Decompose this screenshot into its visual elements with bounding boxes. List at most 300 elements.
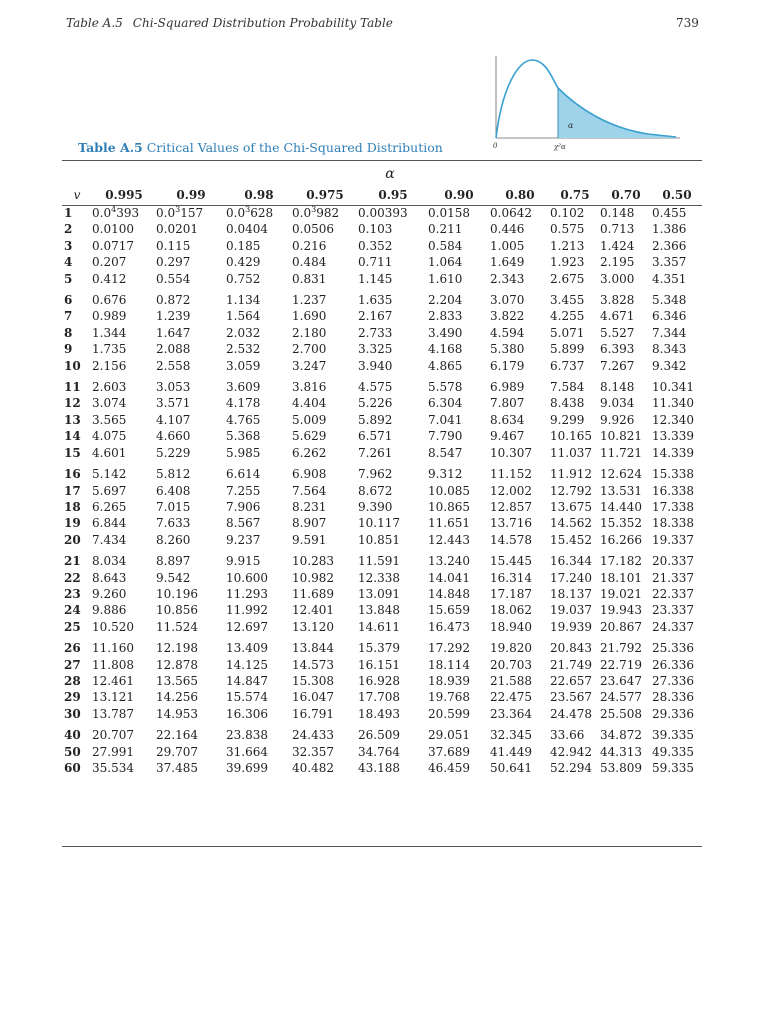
critical-value-cell: 15.308 (292, 673, 334, 688)
critical-value-cell: 7.906 (226, 499, 261, 514)
chi-squared-density-figure (488, 48, 684, 154)
critical-value-cell: 11.912 (550, 467, 592, 482)
critical-value-cell: 13.120 (292, 619, 334, 634)
critical-value-cell: 4.107 (156, 412, 191, 427)
table-row (62, 689, 702, 705)
critical-value-cell: 6.265 (92, 499, 127, 514)
critical-value-cell: 9.312 (428, 467, 463, 482)
critical-value-cell: 13.409 (226, 641, 268, 656)
table-row (62, 358, 702, 374)
critical-value-cell: 2.180 (292, 325, 327, 340)
critical-value-cell: 2.675 (550, 271, 585, 286)
critical-value-cell: 16.791 (292, 706, 334, 721)
critical-value-cell: 37.485 (156, 761, 198, 775)
degrees-of-freedom-cell: 24 (64, 603, 81, 618)
critical-value-cell: 53.809 (600, 761, 642, 775)
critical-value-cell: 3.822 (490, 309, 525, 324)
critical-value-cell: 3.828 (600, 293, 635, 308)
critical-value-cell: 5.226 (358, 396, 393, 411)
critical-value-cell: 0.207 (92, 255, 127, 270)
critical-value-cell: 12.461 (92, 673, 134, 688)
critical-value-cell: 16.266 (600, 532, 642, 547)
critical-value-cell: 17.187 (490, 586, 532, 601)
critical-value-cell: 0.352 (358, 238, 393, 253)
critical-value-cell: 24.337 (652, 619, 694, 634)
critical-value-cell: 7.015 (156, 499, 191, 514)
degrees-of-freedom-cell: 25 (64, 619, 81, 634)
critical-value-cell: 5.229 (156, 445, 191, 460)
alpha-column-header: 0.70 (611, 188, 641, 202)
critical-value-cell: 0.446 (490, 222, 525, 237)
critical-value-cell: 6.614 (226, 467, 261, 482)
critical-value-cell: 4.178 (226, 396, 261, 411)
degrees-of-freedom-cell: 26 (64, 641, 81, 656)
degrees-of-freedom-cell: 10 (64, 358, 81, 373)
critical-value-cell: 17.240 (550, 570, 592, 585)
critical-value-cell: 5.009 (292, 412, 327, 427)
critical-value-cell: 18.114 (428, 657, 470, 672)
critical-value-cell: 3.571 (156, 396, 191, 411)
critical-value-cell: 20.867 (600, 619, 642, 634)
table-row (62, 706, 702, 722)
critical-value-cell: 16.473 (428, 619, 470, 634)
critical-value-cell: 11.992 (226, 603, 268, 618)
critical-value-cell: 13.091 (358, 586, 400, 601)
critical-value-cell: 15.659 (428, 603, 470, 618)
table-header-row (62, 186, 702, 205)
critical-value-cell: 8.643 (92, 570, 127, 585)
critical-value-cell: 6.408 (156, 483, 191, 498)
alpha-column-header: 0.75 (560, 188, 590, 202)
critical-value-base: 0.0 (92, 206, 112, 220)
critical-value-cell: 3.000 (600, 271, 635, 286)
alpha-column-group-header: α (385, 166, 395, 182)
critical-value-cell: 13.121 (92, 690, 134, 705)
critical-value-cell: 2.700 (292, 342, 327, 357)
degrees-of-freedom-cell: 2 (64, 222, 73, 237)
critical-value-cell: 14.041 (428, 570, 470, 585)
critical-value-cell (226, 205, 292, 221)
critical-value-zeros-superscript: 3 (311, 205, 317, 214)
degrees-of-freedom-cell: 3 (64, 238, 73, 253)
critical-value-cell: 0.211 (428, 222, 463, 237)
critical-value-cell: 4.404 (292, 396, 327, 411)
critical-value-cell: 8.672 (358, 483, 393, 498)
critical-value-cell: 0.0158 (428, 206, 470, 220)
critical-value-zeros-superscript: 3 (175, 205, 181, 214)
critical-value-cell: 22.164 (156, 728, 198, 743)
critical-value-cell: 11.340 (652, 396, 694, 411)
critical-value-cell: 3.609 (226, 380, 261, 395)
caption-text: Critical Values of the Chi-Squared Distribution (146, 140, 443, 155)
critical-value-cell: 13.844 (292, 641, 334, 656)
critical-value-cell: 0.676 (92, 293, 127, 308)
critical-value-cell: 3.059 (226, 358, 261, 373)
critical-value-cell: 15.445 (490, 554, 532, 569)
table-row (62, 325, 702, 341)
critical-value-cell: 19.021 (600, 586, 642, 601)
degrees-of-freedom-cell: 19 (64, 516, 81, 531)
critical-value-cell: 32.357 (292, 744, 334, 759)
critical-value-cell: 14.256 (156, 690, 198, 705)
critical-value-cell: 6.844 (92, 516, 127, 531)
critical-value-cell: 12.002 (490, 483, 532, 498)
critical-value-zeros-superscript: 4 (111, 205, 117, 214)
critical-value-cell: 3.490 (428, 325, 463, 340)
critical-value-cell: 11.293 (226, 586, 268, 601)
critical-value-cell: 5.071 (550, 325, 585, 340)
critical-value-cell: 2.343 (490, 271, 525, 286)
critical-value-base: 0.0 (156, 206, 176, 220)
critical-value-cell: 22.657 (550, 673, 592, 688)
table-top-rule (62, 160, 702, 161)
caption-label: Table A.5 (78, 140, 143, 155)
critical-value-cell: 7.267 (600, 358, 635, 373)
critical-value-cell: 6.737 (550, 358, 585, 373)
critical-value-cell: 23.647 (600, 673, 642, 688)
degrees-of-freedom-cell: 15 (64, 445, 81, 460)
critical-value-cell: 42.942 (550, 744, 592, 759)
critical-value-cell: 6.346 (652, 309, 687, 324)
critical-value-cell: 3.074 (92, 396, 127, 411)
critical-value-cell: 13.848 (358, 603, 400, 618)
critical-value-cell: 1.237 (292, 293, 327, 308)
critical-value-cell: 12.857 (490, 499, 532, 514)
alpha-column-header: 0.975 (306, 188, 344, 202)
critical-value-cell: 10.085 (428, 483, 470, 498)
figure-tail-area (558, 88, 676, 138)
critical-value-digits: 393 (116, 206, 140, 220)
critical-value-cell: 0.0506 (292, 222, 334, 237)
critical-value-cell: 19.939 (550, 619, 592, 634)
degrees-of-freedom-cell: 50 (64, 744, 81, 759)
critical-value-cell: 26.509 (358, 728, 400, 743)
critical-value-cell: 12.792 (550, 483, 592, 498)
critical-value-cell: 13.531 (600, 483, 642, 498)
critical-value-cell: 3.565 (92, 412, 127, 427)
critical-value-cell: 0.0201 (156, 222, 198, 237)
critical-value-cell: 17.182 (600, 554, 642, 569)
degrees-of-freedom-cell: 30 (64, 706, 81, 721)
critical-value-cell: 7.041 (428, 412, 463, 427)
table-row (62, 461, 702, 482)
table-row (62, 602, 702, 618)
critical-value-cell: 0.0100 (92, 222, 134, 237)
critical-value-cell: 3.455 (550, 293, 585, 308)
critical-value-cell: 23.567 (550, 690, 592, 705)
chi-squared-table (62, 186, 702, 776)
critical-value-cell: 12.878 (156, 657, 198, 672)
critical-value-cell: 7.790 (428, 429, 463, 444)
critical-value-cell: 0.0717 (92, 238, 134, 253)
critical-value-cell: 14.562 (550, 516, 592, 531)
critical-value-cell: 8.567 (226, 516, 261, 531)
critical-value-cell: 1.239 (156, 309, 191, 324)
critical-value-cell: 39.335 (652, 728, 694, 743)
critical-value-cell: 1.213 (550, 238, 585, 253)
critical-value-cell: 2.204 (428, 293, 463, 308)
critical-value-cell: 14.953 (156, 706, 198, 721)
alpha-column-header: 0.80 (505, 188, 535, 202)
critical-value-cell: 18.493 (358, 706, 400, 721)
critical-value-cell: 8.907 (292, 516, 327, 531)
critical-value-cell: 11.524 (156, 619, 198, 634)
critical-value-cell: 0.484 (292, 255, 327, 270)
critical-value-cell: 2.167 (358, 309, 393, 324)
critical-value-cell: 12.624 (600, 467, 642, 482)
critical-value-digits: 157 (180, 206, 204, 220)
degrees-of-freedom-cell: 1 (64, 206, 73, 220)
critical-value-cell: 8.438 (550, 396, 585, 411)
alpha-column-header: 0.95 (378, 188, 408, 202)
alpha-column-header: 0.99 (176, 188, 206, 202)
table-row (62, 445, 702, 461)
critical-value-cell: 5.348 (652, 293, 687, 308)
critical-value-cell: 4.575 (358, 380, 393, 395)
critical-value-base: 0.0 (292, 206, 312, 220)
table-row (62, 287, 702, 308)
critical-value-cell: 34.872 (600, 728, 642, 743)
degrees-of-freedom-cell: 8 (64, 325, 73, 340)
table-row (62, 619, 702, 635)
critical-value-cell: 12.338 (358, 570, 400, 585)
critical-value-cell: 3.940 (358, 358, 393, 373)
critical-value-cell: 11.152 (490, 467, 532, 482)
critical-value-cell: 22.719 (600, 657, 642, 672)
critical-value-cell: 4.594 (490, 325, 525, 340)
critical-value-cell: 44.313 (600, 744, 642, 759)
table-row (62, 238, 702, 254)
critical-value-cell: 14.440 (600, 499, 642, 514)
alpha-column-header: 0.98 (244, 188, 274, 202)
critical-value-cell: 6.179 (490, 358, 525, 373)
critical-value-cell: 2.733 (358, 325, 393, 340)
table-bottom-rule (62, 846, 702, 847)
critical-value-cell: 16.314 (490, 570, 532, 585)
critical-value-cell: 8.343 (652, 342, 687, 357)
critical-value-cell: 7.344 (652, 325, 687, 340)
degrees-of-freedom-cell: 27 (64, 657, 81, 672)
figure-x-label: χ²α (554, 143, 566, 151)
critical-value-cell: 11.651 (428, 516, 470, 531)
critical-value-cell: 46.459 (428, 761, 470, 775)
critical-value-cell: 5.368 (226, 429, 261, 444)
critical-value-cell: 0.711 (358, 255, 393, 270)
degrees-of-freedom-cell: 60 (64, 761, 81, 775)
critical-value-cell: 3.053 (156, 380, 191, 395)
critical-value-cell: 1.635 (358, 293, 393, 308)
table-row (62, 635, 702, 656)
critical-value-cell: 5.527 (600, 325, 635, 340)
degrees-of-freedom-cell: 20 (64, 532, 81, 547)
critical-value-cell: 23.337 (652, 603, 694, 618)
critical-value-cell: 9.542 (156, 570, 191, 585)
critical-value-cell: 11.689 (292, 586, 334, 601)
degrees-of-freedom-cell: 29 (64, 690, 81, 705)
critical-value-cell: 1.690 (292, 309, 327, 324)
critical-value-cell: 13.716 (490, 516, 532, 531)
table-row (62, 254, 702, 270)
critical-value-cell: 18.939 (428, 673, 470, 688)
critical-value-cell: 5.812 (156, 467, 191, 482)
degrees-of-freedom-cell: 9 (64, 342, 73, 357)
critical-value-cell: 18.338 (652, 516, 694, 531)
table-body (62, 205, 702, 776)
table-row (62, 374, 702, 395)
critical-value-cell: 11.721 (600, 445, 642, 460)
critical-value-cell: 22.475 (490, 690, 532, 705)
critical-value-cell: 20.843 (550, 641, 592, 656)
critical-value-cell: 7.584 (550, 380, 585, 395)
v-column-header: v (73, 188, 81, 202)
critical-value-cell: 21.588 (490, 673, 532, 688)
critical-value-cell: 19.820 (490, 641, 532, 656)
table-row (62, 271, 702, 287)
critical-value-cell: 0.148 (600, 206, 635, 220)
critical-value-cell: 35.534 (92, 761, 134, 775)
critical-value-cell: 0.713 (600, 222, 635, 237)
critical-value-cell: 0.297 (156, 255, 191, 270)
critical-value-cell: 1.005 (490, 238, 525, 253)
table-row (62, 532, 702, 548)
critical-value-cell: 8.547 (428, 445, 463, 460)
critical-value-cell: 10.196 (156, 586, 198, 601)
critical-value-cell: 19.768 (428, 690, 470, 705)
critical-value-cell: 16.928 (358, 673, 400, 688)
critical-value-cell: 1.610 (428, 271, 463, 286)
critical-value-cell: 24.478 (550, 706, 592, 721)
critical-value-cell: 7.962 (358, 467, 393, 482)
critical-value-cell: 1.064 (428, 255, 463, 270)
critical-value-cell: 9.034 (600, 396, 635, 411)
degrees-of-freedom-cell: 13 (64, 412, 81, 427)
critical-value-cell: 10.283 (292, 554, 334, 569)
critical-value-cell: 22.337 (652, 586, 694, 601)
critical-value-cell: 0.831 (292, 271, 327, 286)
critical-value-cell: 12.198 (156, 641, 198, 656)
running-head (66, 16, 393, 30)
critical-value-cell: 39.699 (226, 761, 268, 775)
critical-value-cell: 0.216 (292, 238, 327, 253)
critical-value-cell: 7.261 (358, 445, 393, 460)
critical-value-cell: 10.865 (428, 499, 470, 514)
critical-value-cell: 14.611 (358, 619, 400, 634)
degrees-of-freedom-cell: 6 (64, 293, 73, 308)
critical-value-cell (292, 205, 358, 221)
critical-value-cell: 2.532 (226, 342, 261, 357)
figure-alpha-label: α (568, 121, 574, 130)
critical-value-cell: 6.571 (358, 429, 393, 444)
critical-value-cell: 6.262 (292, 445, 327, 460)
critical-value-cell: 14.578 (490, 532, 532, 547)
degrees-of-freedom-cell: 22 (64, 570, 81, 585)
critical-value-cell: 14.848 (428, 586, 470, 601)
critical-value-cell: 3.357 (652, 255, 687, 270)
degrees-of-freedom-cell: 21 (64, 554, 81, 569)
critical-value-cell: 9.467 (490, 429, 525, 444)
critical-value-cell: 1.735 (92, 342, 127, 357)
critical-value-cell: 5.985 (226, 445, 261, 460)
critical-value-cell: 2.603 (92, 380, 127, 395)
critical-value-cell: 4.351 (652, 271, 687, 286)
critical-value-cell: 17.292 (428, 641, 470, 656)
critical-value-cell: 29.707 (156, 744, 198, 759)
critical-value-cell: 23.838 (226, 728, 268, 743)
critical-value-cell: 12.697 (226, 619, 268, 634)
running-head-title: Chi-Squared Distribution Probability Table (132, 16, 393, 30)
table-row (62, 341, 702, 357)
critical-value-cell: 14.339 (652, 445, 694, 460)
table-row (62, 221, 702, 237)
table-row (62, 499, 702, 515)
critical-value-cell: 10.307 (490, 445, 532, 460)
table-row (62, 395, 702, 411)
critical-value-cell: 4.255 (550, 309, 585, 324)
critical-value-cell: 14.125 (226, 657, 268, 672)
critical-value-cell: 2.032 (226, 325, 261, 340)
table-row (62, 483, 702, 499)
critical-value-cell: 9.886 (92, 603, 127, 618)
critical-value-cell: 11.037 (550, 445, 592, 460)
critical-value-cell: 5.892 (358, 412, 393, 427)
critical-value-cell: 4.168 (428, 342, 463, 357)
critical-value-cell: 20.707 (92, 728, 134, 743)
critical-value-cell: 9.926 (600, 412, 635, 427)
critical-value-cell: 16.344 (550, 554, 592, 569)
critical-value-cell: 10.821 (600, 429, 642, 444)
critical-value-cell: 6.304 (428, 396, 463, 411)
critical-value-digits: 982 (316, 206, 340, 220)
critical-value-cell: 0.989 (92, 309, 127, 324)
critical-value-cell: 33.66 (550, 728, 585, 743)
critical-value-cell: 6.393 (600, 342, 635, 357)
critical-value-cell: 37.689 (428, 744, 470, 759)
critical-value-cell: 21.792 (600, 641, 642, 656)
critical-value-cell: 15.379 (358, 641, 400, 656)
critical-value-cell: 16.338 (652, 483, 694, 498)
critical-value-cell: 50.641 (490, 761, 532, 775)
critical-value-cell: 17.338 (652, 499, 694, 514)
critical-value-cell: 1.647 (156, 325, 191, 340)
critical-value-cell: 29.336 (652, 706, 694, 721)
critical-value-cell: 5.629 (292, 429, 327, 444)
critical-value-cell: 0.412 (92, 271, 127, 286)
critical-value-cell: 8.148 (600, 380, 635, 395)
critical-value-cell: 16.151 (358, 657, 400, 672)
alpha-column-header: 0.50 (662, 188, 692, 202)
critical-value-cell: 1.649 (490, 255, 525, 270)
critical-value-cell: 21.337 (652, 570, 694, 585)
running-head-table-ref: Table A.5 (66, 16, 123, 30)
table-row (62, 428, 702, 444)
critical-value-cell: 5.697 (92, 483, 127, 498)
critical-value-cell: 1.923 (550, 255, 585, 270)
critical-value-cell: 3.325 (358, 342, 393, 357)
critical-value-cell: 40.482 (292, 761, 334, 775)
critical-value-cell: 25.508 (600, 706, 642, 721)
critical-value-cell: 2.833 (428, 309, 463, 324)
critical-value-cell: 10.856 (156, 603, 198, 618)
critical-value-cell: 11.160 (92, 641, 134, 656)
critical-value-cell: 4.660 (156, 429, 191, 444)
critical-value-cell: 6.989 (490, 380, 525, 395)
critical-value-cell: 4.075 (92, 429, 127, 444)
table-row (62, 586, 702, 602)
critical-value-cell: 19.337 (652, 532, 694, 547)
critical-value-cell: 1.134 (226, 293, 261, 308)
critical-value-cell: 18.940 (490, 619, 532, 634)
table-row (62, 673, 702, 689)
